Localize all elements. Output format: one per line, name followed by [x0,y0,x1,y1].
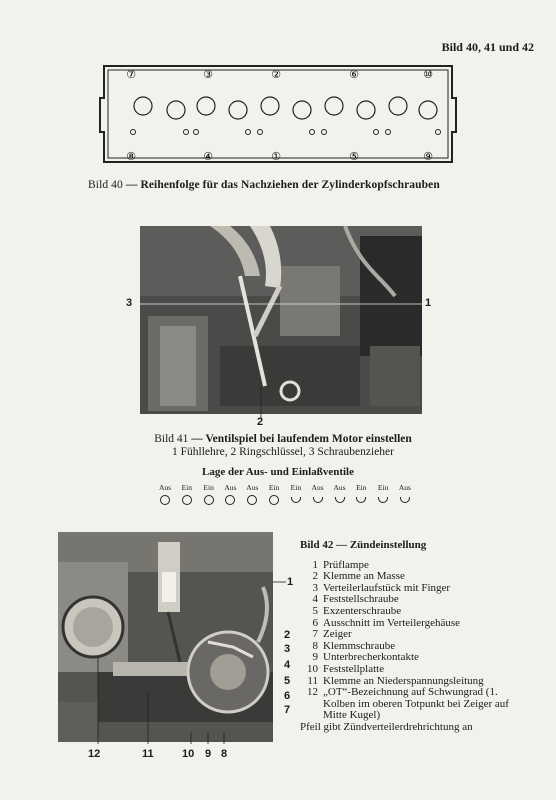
figure-42-label-11: 11 [142,748,154,760]
small-hole [194,130,199,135]
mid-bolt-3: ① [271,150,281,163]
legend-item-text: Klemme an Niederspannungsleitung [323,674,484,687]
valve-cup-icon [335,497,345,503]
figure-41-label-bottom: 2 [257,416,264,428]
figure-41-photo [130,226,432,418]
valve-item [177,483,197,505]
figure-42-label-2: 2 [284,629,291,641]
port-circle [357,101,375,119]
valve-circle-icon [247,495,257,505]
small-hole [374,130,379,135]
legend-item-text: „OT“-Bezeichnung auf Schwungrad (1. Kolben im oberen Totpunkt bei Zeiger auf Mitte Kugel) [323,686,509,722]
figure-42-label-10: 10 [182,748,195,760]
valve-item [330,483,350,505]
valve-circle-icon [160,495,170,505]
figure-41-label-right: 1 [425,297,432,309]
figure-42-label-3: 3 [284,643,291,655]
valve-item [220,483,240,505]
top-bolt-4: ⑥ [349,68,359,81]
figure-42-label-4: 4 [284,659,291,671]
valve-cup-icon [400,497,410,503]
mid-bolt-5: ⑨ [423,150,433,163]
legend-item-text: Feststellplatte [323,662,385,675]
small-hole [258,130,263,135]
figure-42-footer: Pfeil gibt Zündverteilerdrehrichtung an [300,720,473,733]
port-circle [134,97,152,115]
figure-41-text: Ventilspiel bei laufendem Motor einstellen [205,433,412,445]
valve-circle-icon [225,495,235,505]
valve-item [395,483,415,505]
figure-41-label: Bild 41 [154,433,189,445]
valve-item [242,483,262,505]
valve-label: Aus [246,483,259,492]
figure-42-label-9: 9 [205,748,212,760]
legend-item-number: 1 [312,558,318,571]
figure-41-label-left: 3 [126,297,133,309]
figure-40-label: Bild 40 [88,179,123,191]
figure-41-legend: 1 Fühllehre, 2 Ringschlüssel, 3 Schraubenzieher [172,446,394,458]
small-hole [310,130,315,135]
figure-42-label-7: 7 [284,704,291,716]
valve-label: Aus [398,483,411,492]
valve-label: Aus [311,483,324,492]
valve-item [264,483,284,505]
port-circle [293,101,311,119]
legend-item-number: 2 [312,570,318,583]
figure-40-caption: Bild 40 — Reihenfolge für das Nachziehen der Zylinderkopfschrauben [88,179,440,191]
figure-42-label-6: 6 [284,690,291,702]
figure-42-title: Bild 42 — Zündeinstellung [300,539,427,551]
mid-bolt-2: ④ [203,150,213,163]
valve-cup-icon [313,497,323,503]
mid-bolt-1: ⑧ [126,150,136,163]
legend-item-number: 4 [312,593,318,606]
valve-item [351,483,371,505]
legend-item-text: Zeiger [323,628,352,641]
legend-item-number: 10 [307,662,318,675]
valve-item [155,483,175,505]
legend-item [300,606,530,618]
legend-item [300,629,530,641]
top-bolt-1: ⑦ [126,68,136,81]
figure-40-text: Reihenfolge für das Nachziehen der Zylinderkopfschrauben [140,179,440,191]
legend-item [300,664,530,676]
valve-label: Ein [356,483,367,492]
legend-item-number: 8 [312,639,318,652]
small-hole [131,130,136,135]
legend-item-text: Unterbrecherkontakte [323,651,419,664]
small-hole [246,130,251,135]
valve-label: Aus [158,483,172,492]
mid-bolt-4: ⑤ [349,150,359,163]
port-circle [261,97,279,115]
top-bolt-5: ⑩ [423,68,433,81]
top-bolt-3: ② [271,68,281,81]
valve-item [373,483,393,505]
valve-cup-icon [378,497,388,503]
port-circle [197,97,215,115]
legend-item-text: Feststellschraube [323,593,399,606]
legend-item-text: Prüflampe [323,558,369,571]
legend-item-number: 7 [312,628,318,641]
port-circle [167,101,185,119]
cylinder-head-drawing [98,62,458,166]
small-hole [322,130,327,135]
port-circle [419,101,437,119]
valve-layout-title: Lage der Aus- und Einlaßventile [202,466,354,478]
valve-item [286,483,306,505]
valve-circle-icon [182,495,192,505]
legend-item-text: Klemme an Masse [323,570,405,583]
port-circle [389,97,407,115]
valve-label: Ein [290,483,302,492]
figure-42-photo [58,532,298,744]
top-bolt-2: ③ [203,68,213,81]
valve-item [199,483,219,505]
legend-item-number: 12 [307,686,318,699]
legend-item-number: 11 [307,674,318,687]
legend-item-text: Klemmschraube [323,639,396,652]
small-hole [184,130,189,135]
legend-item-text: Ausschnitt im Verteilergehäuse [323,616,461,629]
legend-item-number: 3 [312,581,318,594]
figure-41-caption: Bild 41 — Ventilspiel bei laufendem Motor einstellen 1 Fühllehre, 2 Ringschlüssel, 3 Schraubenzieher [138,433,428,459]
page-header: Bild 40, 41 und 42 [441,40,534,54]
valve-label: Ein [181,483,193,492]
legend-item [300,687,530,722]
valve-circle-icon [204,495,214,505]
small-hole [436,130,441,135]
legend-item-text: Verteilerlaufstück mit Finger [323,581,451,594]
valve-label: Ein [268,483,280,492]
small-hole [386,130,391,135]
legend-item-text: Exzenterschraube [323,604,402,617]
figure-42-label-8: 8 [221,748,228,760]
valve-circle-icon [269,495,279,505]
figure-42-label-5: 5 [284,675,291,687]
valve-cup-icon [356,497,366,503]
valve-cup-icon [291,497,301,503]
valve-label: Aus [224,483,237,492]
valve-label: Ein [203,483,214,492]
figure-42-legend [300,540,530,734]
valve-label: Ein [377,483,389,492]
valve-layout-row [155,483,415,505]
legend-item-number: 5 [312,604,318,617]
figure-42-label-12: 12 [88,748,101,760]
valve-item [308,483,328,505]
figure-42-label-1: 1 [287,576,294,588]
legend-item-number: 6 [312,616,318,629]
valve-label: Aus [333,483,346,492]
port-circle [229,101,247,119]
legend-item-number: 9 [312,651,318,664]
port-circle [325,97,343,115]
